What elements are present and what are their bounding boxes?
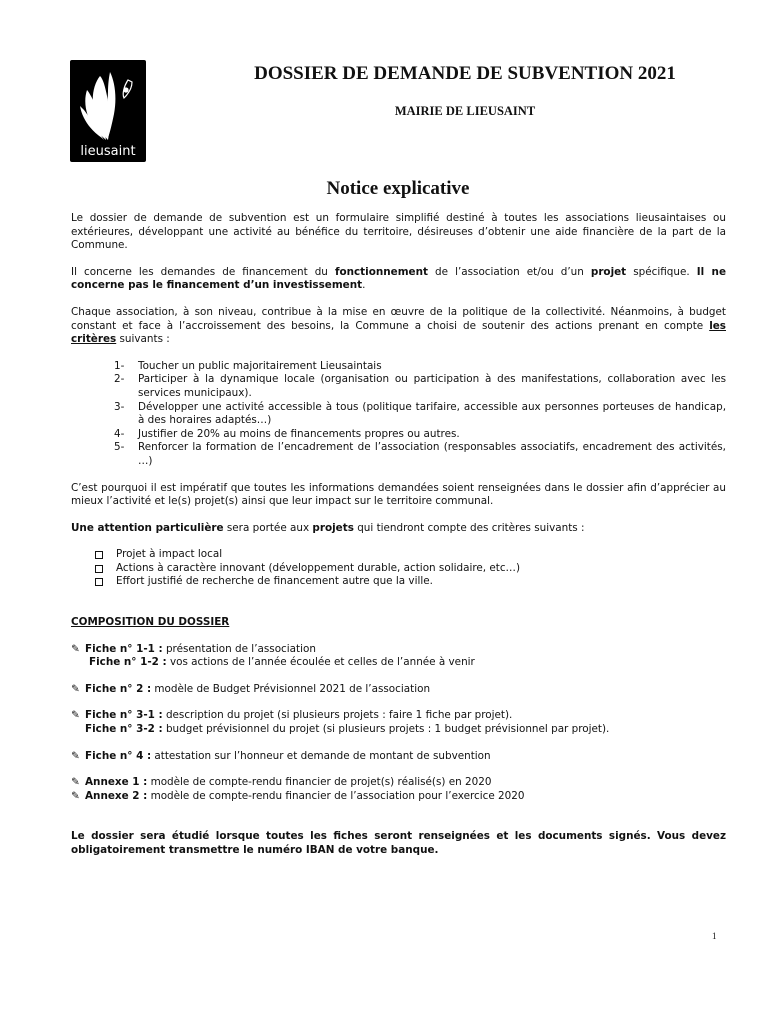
checkbox-square-icon bbox=[95, 565, 103, 573]
list-item-text: Renforcer la formation de l’encadrement de l’association (responsables associatifs, encadrement des activités, …) bbox=[138, 441, 726, 467]
document-title: DOSSIER DE DEMANDE DE SUBVENTION 2021 bbox=[254, 63, 676, 84]
fiche-1-2 bbox=[71, 656, 726, 670]
fiche-label: Annexe 1 : bbox=[85, 776, 148, 789]
concerne-text-3: spécifique. bbox=[626, 265, 697, 278]
list-item bbox=[71, 548, 726, 562]
list-item-text: Toucher un public majoritairement Lieusaintais bbox=[138, 359, 382, 372]
hand-writing-icon: ✎ bbox=[71, 789, 80, 802]
imperatif-paragraph: C’est pourquoi il est impératif que toutes les informations demandées soient renseignées dans le dossier afin d’apprécier au mieux l’activité et le(s) projet(s) ainsi que leur impact sur le territoire communal. bbox=[71, 481, 726, 508]
checkbox-square-icon bbox=[95, 578, 103, 586]
concerne-text-1: Il concerne les demandes de financement du bbox=[71, 265, 335, 278]
document-subtitle: MAIRIE DE LIEUSAINT bbox=[394, 104, 536, 118]
final-note: Le dossier sera étudié lorsque toutes les fiches seront renseignées et les documents signés. Vous devez obligatoirement transmettre le numéro IBAN de votre banque. bbox=[71, 830, 726, 856]
attention-paragraph bbox=[71, 522, 726, 536]
list-item-text: Développer une activité accessible à tous (politique tarifaire, accessible aux personnes porteuses de handicap, à des horaires adaptés…) bbox=[138, 400, 726, 427]
list-item-text: Projet à impact local bbox=[116, 548, 223, 561]
logo-text: lieusaint bbox=[80, 144, 136, 159]
fiche-text: vos actions de l’année écoulée et celles de l’année à venir bbox=[166, 656, 475, 669]
fiche-text: budget prévisionnel du projet (si plusieurs projets : 1 budget prévisionnel par projet). bbox=[162, 723, 610, 736]
list-item-text: Effort justifié de recherche de financement autre que la ville. bbox=[116, 575, 433, 588]
list-item bbox=[71, 401, 726, 428]
concerne-text-4: . bbox=[362, 279, 366, 292]
fiche-label: Fiche n° 3-1 : bbox=[85, 709, 163, 722]
chaque-bold-underline: les critères bbox=[71, 319, 726, 346]
fiche-text: description du projet (si plusieurs projets : faire 1 fiche par projet). bbox=[162, 709, 513, 722]
hand-writing-icon: ✎ bbox=[71, 709, 80, 722]
list-item bbox=[71, 441, 726, 468]
chaque-paragraph bbox=[71, 306, 726, 347]
chaque-text-2: suivants : bbox=[116, 333, 170, 346]
list-item-number: 2- bbox=[114, 373, 125, 386]
fiche-label: Fiche n° 1-1 : bbox=[85, 642, 163, 655]
criteres-projets-list bbox=[71, 548, 726, 589]
criteres-list bbox=[71, 360, 726, 469]
fiche-text: attestation sur l’honneur et demande de montant de subvention bbox=[151, 749, 491, 762]
fiche-text: présentation de l’association bbox=[162, 642, 316, 655]
concerne-bold-1: fonctionnement bbox=[334, 265, 428, 278]
concerne-paragraph bbox=[71, 266, 726, 293]
fiche-text: modèle de compte-rendu financier de projet(s) réalisé(s) en 2020 bbox=[147, 776, 492, 789]
fiche-label: Fiche n° 4 : bbox=[85, 749, 152, 762]
annexe-1 bbox=[71, 776, 726, 790]
list-item bbox=[71, 373, 726, 400]
list-item bbox=[71, 562, 726, 576]
fiche-text: modèle de compte-rendu financier de l’association pour l’exercice 2020 bbox=[147, 789, 525, 802]
lieusaint-logo bbox=[70, 60, 146, 162]
list-item-text: Justifier de 20% au moins de financements propres ou autres. bbox=[138, 427, 460, 440]
concerne-bold-3: Il ne concerne pas le financement d’un investissement bbox=[71, 265, 726, 292]
fiche-3-2 bbox=[71, 723, 726, 737]
list-item-text: Actions à caractère innovant (développement durable, action solidaire, etc…) bbox=[116, 561, 520, 574]
fiche-1-1 bbox=[71, 643, 726, 657]
chaque-text-1: Chaque association, à son niveau, contribue à la mise en œuvre de la politique de la collectivité. Néanmoins, à budget constant et face à l’accroissement des besoins, la Commune a choisi de soutenir des actions prenant en compte bbox=[71, 305, 726, 332]
hand-writing-icon: ✎ bbox=[71, 749, 80, 762]
list-item-number: 5- bbox=[114, 441, 125, 454]
list-item-number: 4- bbox=[114, 427, 125, 440]
composition-title: COMPOSITION DU DOSSIER bbox=[71, 616, 230, 629]
list-item-text: Participer à la dynamique locale (organisation ou participation à des manifestations, collaboration avec les services municipaux). bbox=[138, 373, 726, 399]
hand-writing-icon: ✎ bbox=[71, 642, 80, 655]
attention-text-2: qui tiendront compte des critères suivants : bbox=[353, 521, 585, 534]
concerne-text-2: de l’association et/ou d’un bbox=[427, 265, 591, 278]
fiche-3-1 bbox=[71, 709, 726, 723]
hand-writing-icon: ✎ bbox=[71, 776, 80, 789]
annexe-2 bbox=[71, 790, 726, 804]
page-number: 1 bbox=[712, 931, 717, 941]
fiche-2 bbox=[71, 683, 726, 697]
attention-bold-2: projets bbox=[312, 521, 354, 534]
attention-text-1: sera portée aux bbox=[223, 521, 313, 534]
hand-writing-icon: ✎ bbox=[71, 682, 80, 695]
list-item bbox=[71, 575, 726, 589]
fiche-label: Fiche n° 1-2 : bbox=[89, 656, 167, 669]
intro-paragraph: Le dossier de demande de subvention est un formulaire simplifié destiné à toutes les associations lieusaintaises ou extérieures, développant une activité au bénéfice du territoire, désireuses d’obtenir une aide financière de la part de la Commune. bbox=[71, 212, 726, 252]
list-item bbox=[71, 428, 726, 442]
fiche-label: Annexe 2 : bbox=[85, 789, 148, 802]
list-item-number: 1- bbox=[114, 359, 125, 372]
concerne-bold-2: projet bbox=[590, 265, 627, 278]
fiche-4 bbox=[71, 750, 726, 764]
fiche-label: Fiche n° 2 : bbox=[85, 682, 152, 695]
attention-bold-1: Une attention particulière bbox=[71, 521, 224, 534]
list-item bbox=[71, 360, 726, 374]
document-body bbox=[71, 212, 726, 858]
checkbox-square-icon bbox=[95, 551, 103, 559]
fiche-text: modèle de Budget Prévisionnel 2021 de l’association bbox=[151, 682, 431, 695]
list-item-number: 3- bbox=[114, 400, 125, 413]
fiche-label: Fiche n° 3-2 : bbox=[85, 723, 163, 736]
notice-title: Notice explicative bbox=[326, 178, 470, 199]
